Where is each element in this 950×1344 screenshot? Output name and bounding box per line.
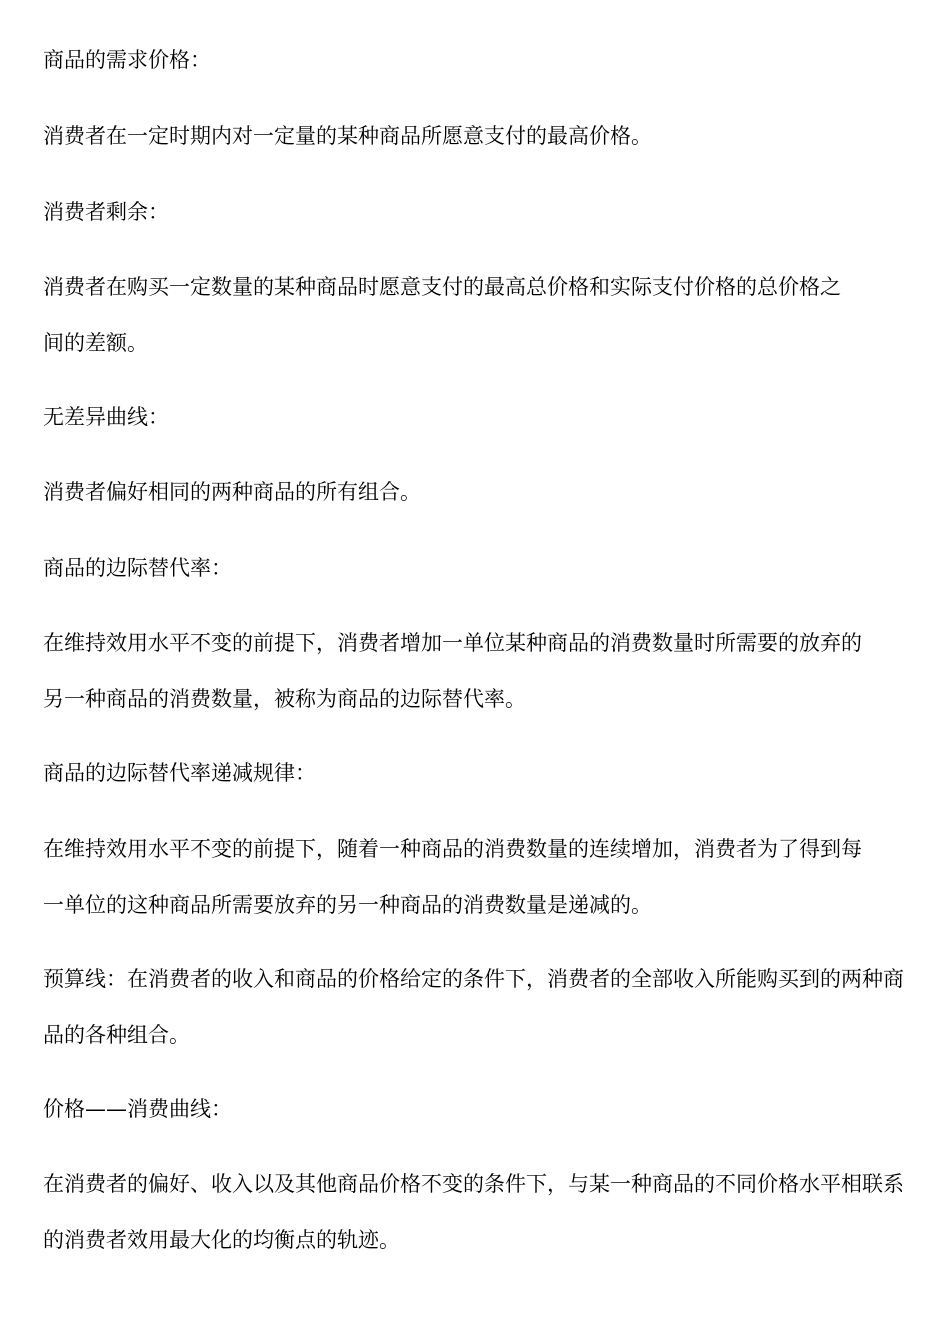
definition-diminishing-mrs: 在维持效用水平不变的前提下，随着一种商品的消费数量的连续增加，消费者为了得到每一单位的这种商品所需要放弃的另一种商品的消费数量是递减的。 [43,837,862,917]
term-consumer-surplus: 消费者剩余： [43,200,169,224]
definition-budget-line: 预算线：在消费者的收入和商品的价格给定的条件下，消费者的全部收入所能购买到的两种商品的各种组合。 [43,967,904,1047]
definition-price-consumption-curve: 在消费者的偏好、收入以及其他商品价格不变的条件下，与某一种商品的不同价格水平相联系的消费者效用最大化的均衡点的轨迹。 [43,1172,904,1252]
term-indifference-curve: 无差异曲线： [43,405,169,429]
definition-indifference-curve: 消费者偏好相同的两种商品的所有组合。 [43,480,421,504]
definition-demand-price: 消费者在一定时期内对一定量的某种商品所愿意支付的最高价格。 [43,124,652,148]
term-price-consumption-curve: 价格——消费曲线： [43,1097,232,1121]
term-diminishing-mrs: 商品的边际替代率递减规律： [43,761,316,785]
definition-mrs: 在维持效用水平不变的前提下，消费者增加一单位某种商品的消费数量时所需要的放弃的另一种商品的消费数量，被称为商品的边际替代率。 [43,631,862,711]
term-demand-price: 商品的需求价格： [43,48,211,72]
definition-consumer-surplus: 消费者在购买一定数量的某种商品时愿意支付的最高总价格和实际支付价格的总价格之间的差额。 [43,275,841,355]
term-mrs: 商品的边际替代率： [43,556,232,580]
